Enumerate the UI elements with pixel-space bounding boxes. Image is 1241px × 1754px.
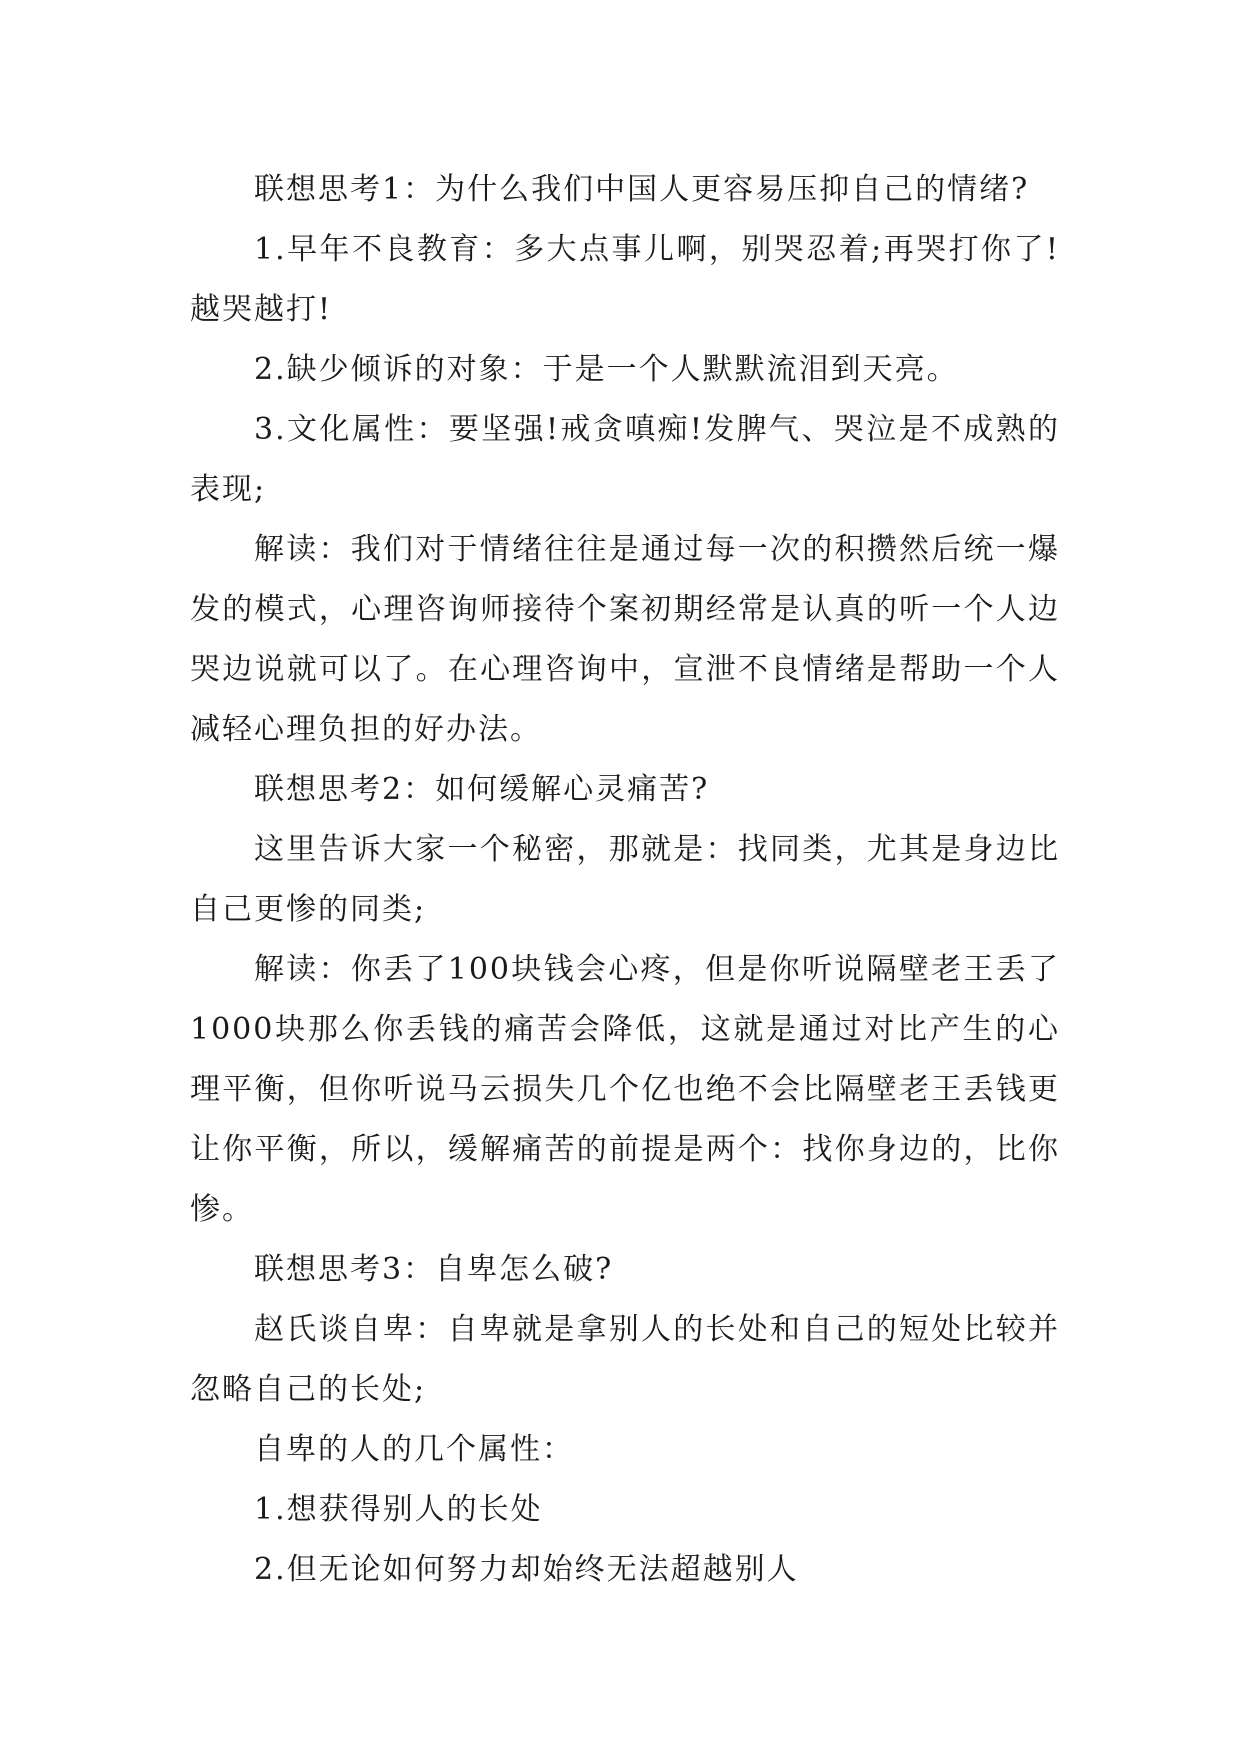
document-body — [190, 160, 1060, 1600]
paragraph-interpretation-1: 解读：我们对于情绪往往是通过每一次的积攒然后统一爆发的模式，心理咨询师接待个案初期经常是认真的听一个人边哭边说就可以了。在心理咨询中，宣泄不良情绪是帮助一个人减轻心理负担的好办法。 — [190, 532, 1060, 747]
paragraph-point-2: 2.缺少倾诉的对象：于是一个人默默流泪到天亮。 — [254, 352, 959, 387]
paragraph-zhao-on-inferiority: 赵氏谈自卑：自卑就是拿别人的长处和自己的短处比较并忽略自己的长处; — [190, 1312, 1060, 1407]
paragraph-point-1: 1.早年不良教育：多大点事儿啊，别哭忍着;再哭打你了!越哭越打! — [190, 232, 1060, 327]
paragraph-thought-3-title: 联想思考3：自卑怎么破? — [254, 1252, 614, 1287]
paragraph-point-3: 3.文化属性：要坚强!戒贪嗔痴!发脾气、哭泣是不成熟的表现; — [190, 412, 1060, 507]
paragraph-attribute-2: 2.但无论如何努力却始终无法超越别人 — [254, 1552, 799, 1587]
paragraph-attribute-1: 1.想获得别人的长处 — [254, 1492, 543, 1527]
paragraph-thought-1-title: 联想思考1：为什么我们中国人更容易压抑自己的情绪? — [254, 172, 1030, 207]
paragraph-secret: 这里告诉大家一个秘密，那就是：找同类，尤其是身边比自己更惨的同类; — [190, 832, 1060, 927]
paragraph-interpretation-2: 解读：你丢了100块钱会心疼，但是你听说隔壁老王丢了1000块那么你丢钱的痛苦会降低，这就是通过对比产生的心理平衡，但你听说马云损失几个亿也绝不会比隔壁老王丢钱更让你平衡，所以，缓解痛苦的前提是两个：找你身边的，比你惨。 — [190, 952, 1060, 1227]
paragraph-thought-2-title: 联想思考2：如何缓解心灵痛苦? — [254, 772, 710, 807]
paragraph-attributes-heading: 自卑的人的几个属性： — [254, 1432, 574, 1467]
